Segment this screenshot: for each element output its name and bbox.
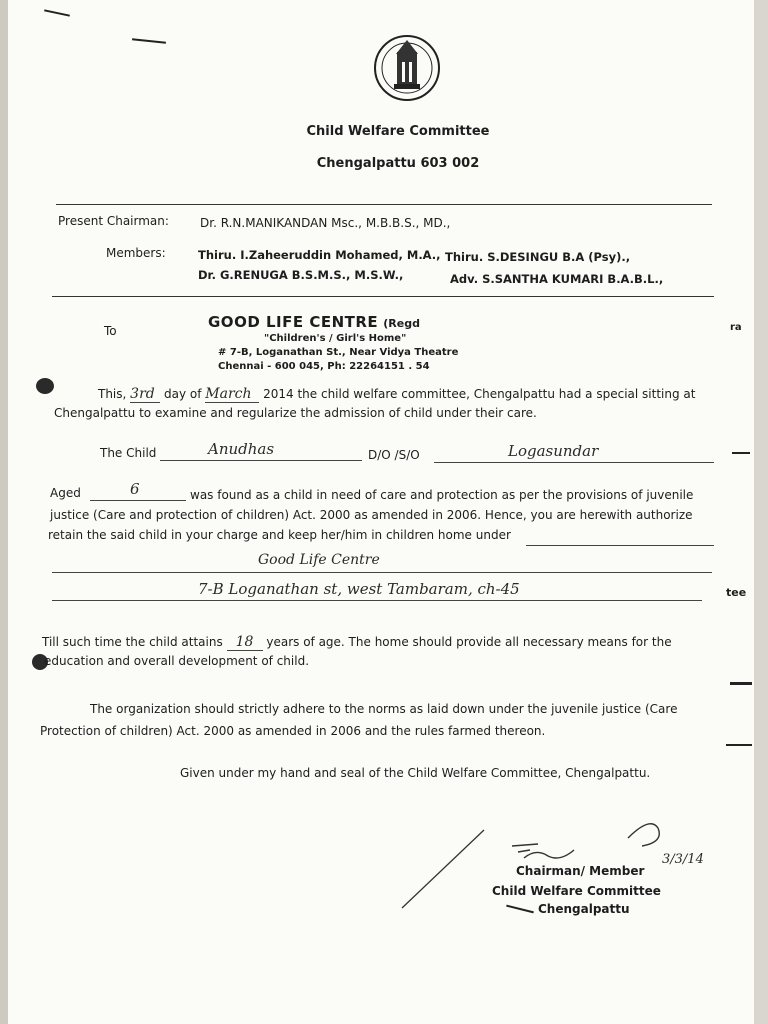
member-name: Thiru. I.Zaheeruddin Mohamed, M.A., [198,248,441,262]
stamp-line: # 7-B, Loganathan St., Near Vidya Theatre [218,347,459,358]
parent-name-handwritten: Logasundar [508,442,599,460]
member-name: Dr. G.RENUGA B.S.M.S., M.S.W., [198,268,404,282]
divider [56,204,712,205]
fill-line [434,462,714,463]
margin-fragment: tee [726,586,747,599]
scan-mark [730,682,752,685]
aged-label: Aged [50,486,81,500]
home-name-handwritten: Good Life Centre [258,552,380,568]
norms-line-2: Protection of children) Act. 2000 as amended in 2006 and the rules farmed thereon. [40,724,546,738]
stamp-reg: (Regd [383,317,420,330]
committee-name: Child Welfare Committee [306,124,490,139]
scan-mark [726,744,752,746]
month-handwritten: March [205,386,259,403]
signature-place: Chengalpattu [538,902,630,916]
given-statement: Given under my hand and seal of the Child Welfare Committee, Chengalpattu. [180,766,651,780]
document-page [8,0,754,1024]
divider [52,296,714,297]
aged-text-1: was found as a child in need of care and protection as per the provisions of juvenile [190,488,694,502]
stamp-line: "Children's / Girl's Home" [264,333,407,344]
intro-this: This, [98,387,127,401]
member-name: Adv. S.SANTHA KUMARI B.A.B.L., [450,272,664,286]
chairman-name: Dr. R.N.MANIKANDAN Msc., M.B.B.S., MD., [200,216,451,230]
scan-mark [732,452,750,454]
signature-role: Chairman/ Member [516,864,645,878]
fill-line [526,545,714,546]
stamp-name: GOOD LIFE CENTRE [208,313,379,331]
committee-location: Chengalpattu 603 002 [316,156,480,171]
signature-committee: Child Welfare Committee [492,884,661,898]
stamp-line: Chennai - 600 045, Ph: 22264151 . 54 [218,361,430,372]
fill-line [52,572,712,573]
day-handwritten: 3rd [130,386,160,403]
norms-line-1: The organization should strictly adhere to the norms as laid down under the juvenile justice (Care [90,702,678,716]
intro-line-2: Chengalpattu to examine and regularize the admission of child under their care. [54,406,537,420]
addressee-stamp [208,312,420,331]
intro-year-rest: 2014 the child welfare committee, Chengalpattu had a special sitting at [263,387,696,401]
scan-mark [132,38,166,44]
state-emblem-icon [372,32,442,104]
intro-day-of: day of [164,387,202,401]
chairman-label: Present Chairman: [58,214,169,228]
margin-fragment: ra [730,322,742,333]
aged-text-2: justice (Care and protection of children) Act. 2000 as amended in 2006. Hence, you are herewith authorize [50,508,693,522]
punch-hole [36,378,54,394]
till-text: years of age. The home should provide all necessary means for the [266,635,672,649]
till-line-1 [42,634,672,651]
till-line-2: education and overall development of child. [44,654,310,668]
fill-line [52,600,702,601]
scan-right-edge [754,0,768,1024]
relation-label: D/O /S/O [368,448,420,462]
fill-line [90,500,186,501]
member-name: Thiru. S.DESINGU B.A (Psy)., [445,250,631,264]
scan-mark [44,9,70,16]
aged-text-3: retain the said child in your charge and keep her/him in children home under [48,528,511,542]
intro-line-1 [98,386,695,403]
till-text: Till such time the child attains [42,635,223,649]
members-label: Members: [106,246,166,260]
fill-line [160,460,362,461]
attain-age-handwritten: 18 [227,634,263,651]
child-name-handwritten: Anudhas [208,440,275,458]
to-label: To [104,324,117,338]
home-address-handwritten: 7-B Loganathan st, west Tambaram, ch-45 [198,580,520,598]
age-handwritten: 6 [130,480,140,498]
scan-left-edge [0,0,8,1024]
signature-date-handwritten: 3/3/14 [662,852,704,867]
child-label: The Child [100,446,157,460]
